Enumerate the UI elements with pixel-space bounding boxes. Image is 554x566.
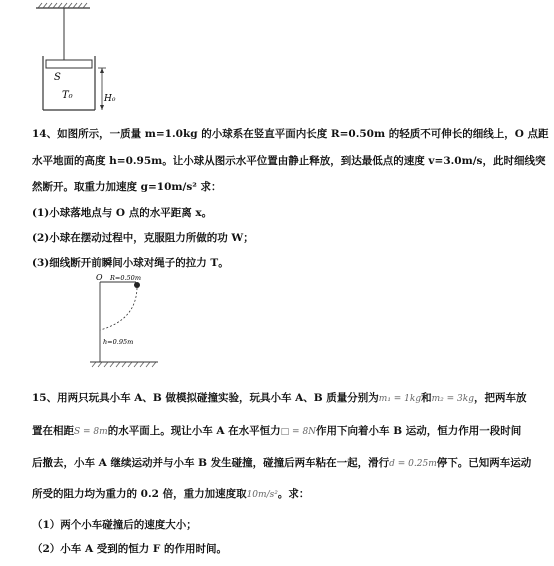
q15-mass-m2: m₂ = 3kg bbox=[431, 394, 474, 404]
q15-line3 bbox=[32, 456, 531, 471]
q15-slide-distance: d = 0.25m bbox=[389, 459, 437, 469]
q14-item2: (2)小球在摆动过程中，克服阻力所做的功 W； bbox=[32, 232, 254, 244]
q14-item3: (3)细线断开前瞬间小球对绳子的拉力 T。 bbox=[32, 257, 229, 269]
q14-item1: (1)小球落地点与 O 点的水平距离 x。 bbox=[32, 207, 213, 219]
radius-label: R=0.50m bbox=[110, 274, 141, 282]
piston-label: S bbox=[54, 72, 61, 83]
q15-line2 bbox=[32, 424, 521, 439]
figure-pendulum bbox=[90, 270, 160, 380]
q15-force-f: □ = 8N bbox=[280, 427, 317, 437]
q15-line2-text-e: 作用下向着小车 B 运动，恒力作用一段时间 bbox=[316, 425, 522, 437]
temperature-label: T₀ bbox=[62, 90, 73, 101]
q14-line1: 14、如图所示，一质量 m=1.0kg 的小球系在竖直平面内长度 R=0.50m 的轻质不可伸长的细线上，O 点距 bbox=[32, 128, 549, 140]
figure-gas-container bbox=[26, 0, 126, 112]
q15-line2-text-a: 置在相距 bbox=[32, 425, 74, 437]
q15-line4-text-c: 。求： bbox=[277, 488, 310, 500]
q15-gravity: 10m/s² bbox=[246, 490, 278, 500]
q14-line3: 然断开。取重力加速度 g=10m/s² 求： bbox=[32, 181, 222, 193]
q15-line4-text-a: 所受的阻力均为重力的 0.2 倍，重力加速度取 bbox=[32, 488, 247, 500]
q15-line1-text-a: 15、用两只玩具小车 A、B 做模拟碰撞实验，玩具小车 A、B 质量分别为 bbox=[32, 392, 379, 404]
q15-line3-text-a: 后撤去，小车 A 继续运动并与小车 B 发生碰撞，碰撞后两车粘在一起，滑行 bbox=[32, 457, 390, 469]
q15-line3-text-c: 停下。已知两车运动 bbox=[436, 457, 532, 469]
q15-mass-m1: m₁ = 1kg bbox=[378, 394, 422, 404]
q15-line4 bbox=[32, 487, 309, 502]
q15-distance-s: S = 8m bbox=[74, 427, 108, 437]
q14-line2: 水平地面的高度 h=0.95m。让小球从图示水平位置由静止释放，到达最低点的速度 v=3.0m/s，此时细线突 bbox=[32, 155, 546, 167]
q15-line2-text-c: 的水平面上。现让小车 A 在水平恒力 bbox=[107, 425, 281, 437]
q15-line1 bbox=[32, 391, 527, 406]
height-h-label: h=0.95m bbox=[103, 338, 134, 346]
q15-item2: （2）小车 A 受到的恒力 F 的作用时间。 bbox=[32, 543, 228, 555]
height-label: H₀ bbox=[104, 94, 116, 104]
q15-line1-text-c: 和 bbox=[421, 392, 432, 404]
q15-item1: （1）两个小车碰撞后的速度大小； bbox=[32, 519, 197, 531]
q15-line1-text-e: ，把两车放 bbox=[474, 392, 527, 404]
point-o-label: O bbox=[96, 273, 103, 282]
